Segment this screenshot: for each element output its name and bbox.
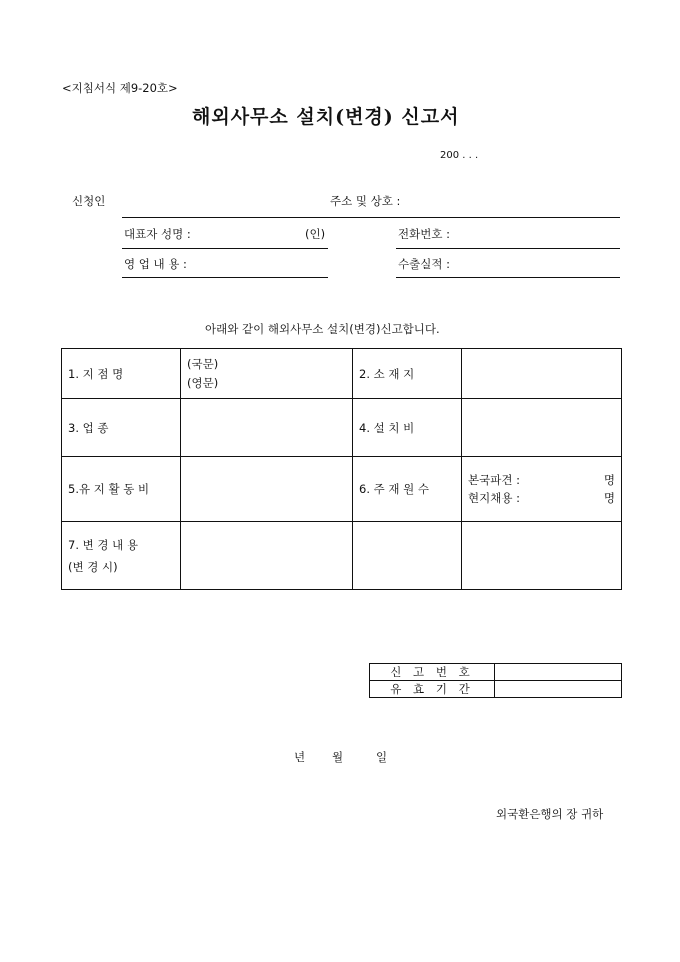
change-cell [462,522,622,590]
page-title: 해외사무소 설치(변경) 신고서 [192,106,460,128]
industry-cell [181,399,353,457]
dispatched-label: 본국파견 : [468,473,520,487]
report-number-label: 신 고 번 호 [370,664,495,681]
divider [122,277,328,278]
location-cell [462,349,622,399]
date-line: 200 . . . [440,150,479,161]
month-label: 월 [332,750,344,764]
maintenance-label: 5.유 지 활 동 비 [62,457,181,522]
validity-value [495,681,622,698]
applicant-label: 신청인 [72,194,106,208]
validity-label: 유 효 기 간 [370,681,495,698]
report-number-value [495,664,622,681]
branch-name-label: 1. 지 점 명 [62,349,181,399]
staff-label: 6. 주 재 원 수 [353,457,462,522]
industry-label: 3. 업 종 [62,399,181,457]
form-code: <지침서식 제9-20호> [62,81,178,95]
address-label: 주소 및 상호 : [330,194,401,208]
change-label: 7. 변 경 내 용 [68,537,139,552]
change-cell [181,522,353,590]
divider [396,248,620,249]
day-label: 일 [376,750,388,764]
person-unit: 명 [603,491,615,505]
statement: 아래와 같이 해외사무소 설치(변경)신고합니다. [205,322,440,336]
setup-cost-label: 4. 설 치 비 [353,399,462,457]
divider [122,248,328,249]
change-sub: (변 경 시) [68,559,118,574]
business-label: 영 업 내 용 : [124,257,187,271]
staff-cell [462,457,622,522]
maintenance-cell [181,457,353,522]
setup-cost-cell [462,399,622,457]
korean-label: (국문) [187,357,219,371]
person-unit: 명 [603,473,615,487]
rep-name-label: 대표자 성명 : [124,227,191,241]
export-label: 수출실적 : [398,257,450,271]
divider [122,217,620,218]
change-label-cell [62,522,181,590]
report-table [61,348,622,590]
location-label: 2. 소 재 지 [353,349,462,399]
local-label: 현지채용 : [468,491,520,505]
divider [396,277,620,278]
year-label: 년 [294,750,306,764]
addressee: 외국환은행의 장 귀하 [496,807,604,821]
report-number-box [369,663,622,698]
seal-label: (인) [305,227,326,241]
change-cell [353,522,462,590]
english-label: (영문) [187,376,219,390]
branch-name-cell [181,349,353,399]
phone-label: 전화번호 : [398,227,450,241]
